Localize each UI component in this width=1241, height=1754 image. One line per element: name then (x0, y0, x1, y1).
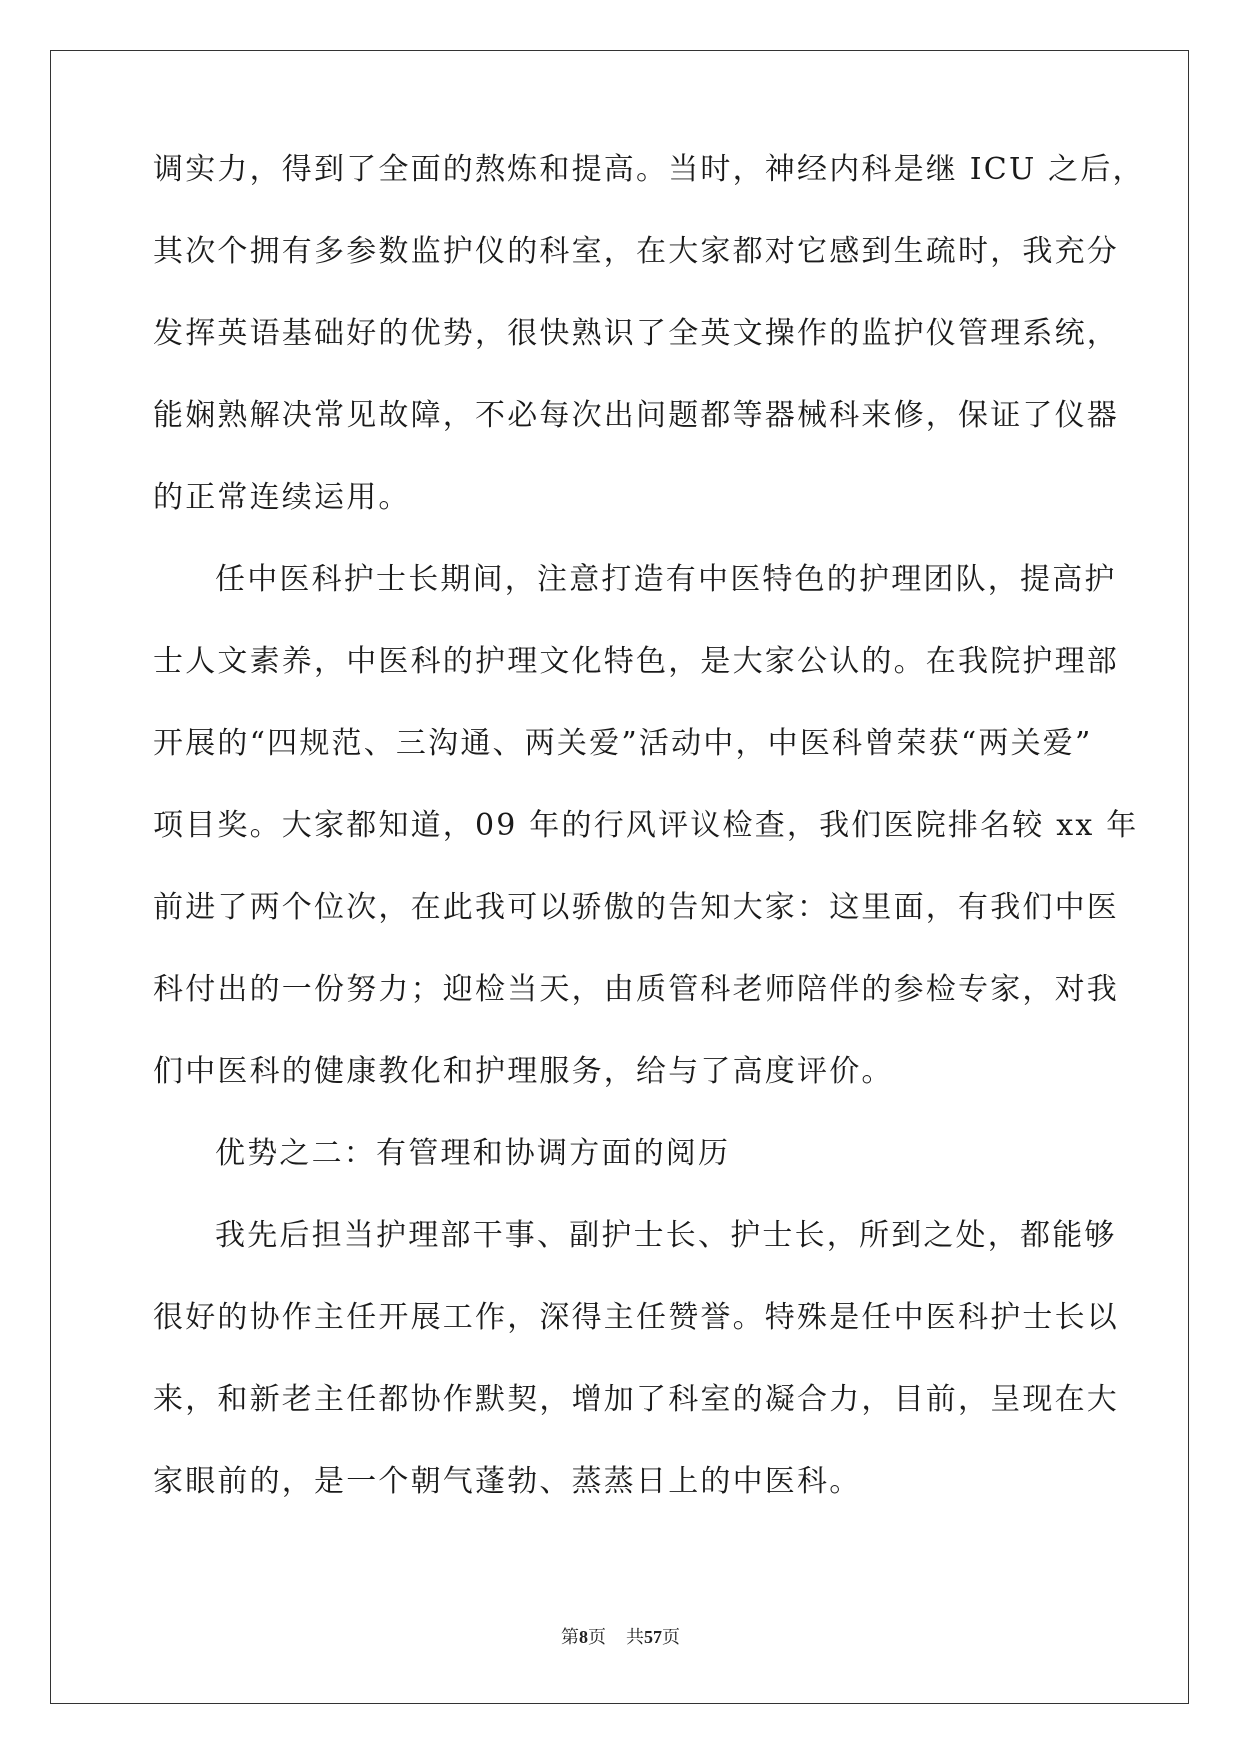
total-pages: 57 (644, 1627, 662, 1647)
text-line: 开展的“四规范、三沟通、两关爱”活动中，中医科曾荣获“两关爱” (153, 726, 1093, 761)
text-line: 士人文素养，中医科的护理文化特色，是大家公认的。在我院护理部 (153, 644, 1119, 679)
text-line: 能娴熟解决常见故障，不必每次出问题都等器械科来修，保证了仪器 (153, 398, 1119, 433)
text-line: 们中医科的健康教化和护理服务，给与了高度评价。 (153, 1054, 894, 1089)
page-number: 8 (579, 1627, 588, 1647)
text-line: 来，和新老主任都协作默契，增加了科室的凝合力，目前，呈现在大 (153, 1382, 1119, 1417)
text-line: 前进了两个位次，在此我可以骄傲的告知大家：这里面，有我们中医 (153, 890, 1119, 925)
text-line: 其次个拥有多参数监护仪的科室，在大家都对它感到生疏时，我充分 (153, 234, 1119, 269)
text-line: 的正常连续运用。 (153, 480, 411, 515)
text-line: 很好的协作主任开展工作，深得主任赞誉。特殊是任中医科护士长以 (153, 1300, 1119, 1335)
text-line: 调实力，得到了全面的熬炼和提高。当时，神经内科是继 ICU 之后， (153, 152, 1145, 187)
text-line: 项目奖。大家都知道，09 年的行风评议检查，我们医院排名较 xx 年 (153, 808, 1139, 843)
page-footer (0, 1627, 1241, 1647)
paragraph-start-line: 我先后担当护理部干事、副护士长、护士长，所到之处，都能够 (215, 1218, 1117, 1253)
text-line: 家眼前的，是一个朝气蓬勃、蒸蒸日上的中医科。 (153, 1464, 862, 1499)
section-heading: 优势之二：有管理和协调方面的阅历 (215, 1136, 731, 1171)
total-suffix: 页 (662, 1627, 680, 1647)
document-body (153, 152, 1145, 1549)
page-suffix: 页 (588, 1627, 606, 1647)
page-prefix: 第 (561, 1627, 579, 1647)
text-line: 发挥英语基础好的优势，很快熟识了全英文操作的监护仪管理系统， (153, 316, 1119, 351)
text-line: 科付出的一份努力；迎检当天，由质管科老师陪伴的参检专家，对我 (153, 972, 1119, 1007)
total-prefix: 共 (626, 1627, 644, 1647)
paragraph-start-line: 任中医科护士长期间，注意打造有中医特色的护理团队，提高护 (215, 562, 1117, 597)
